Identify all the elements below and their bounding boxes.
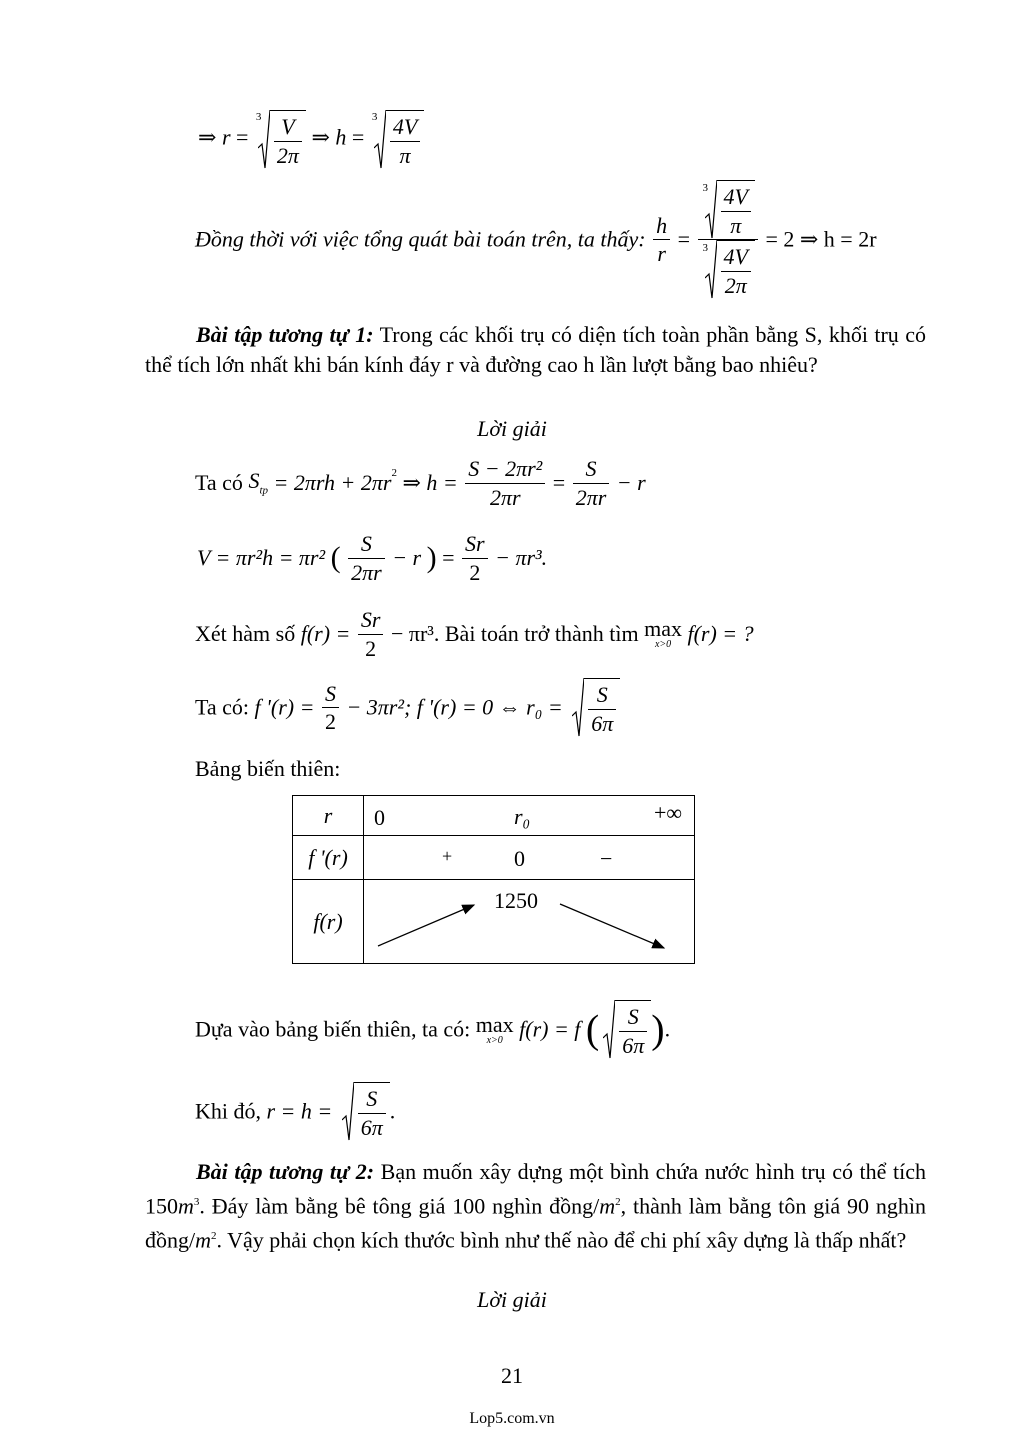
root-ratio xyxy=(698,180,758,299)
derivative: f '(r) = xyxy=(254,694,315,720)
radical-sign xyxy=(702,180,717,240)
fraction-numerator: h xyxy=(653,212,670,241)
max-operator: max xyxy=(644,616,682,641)
fraction-denominator: 2 xyxy=(469,559,481,585)
implies-symbol: ⇒ xyxy=(311,124,330,150)
fraction-denominator: 2 xyxy=(324,709,336,734)
period: . xyxy=(664,1016,671,1042)
exercise-body: Bạn muốn xây dựng một bình chứa nước hình trụ có thể tích 150 xyxy=(145,1159,926,1219)
radical-sign xyxy=(371,110,386,170)
exercise-2: Bài tập tương tự 2: Bạn muốn xây dựng một bình chứa nước hình trụ có thể tích $150m^3$. Đáy làm bằng bê tông giá 100 nghìn đồng/$m^2$, thành làm bằng tôn giá 90 nghìn đồng/$m^2$. Vậy phải chọn kích thước bình như thế nào để chi phí xây dựng là thấp nhất? xyxy=(145,1159,926,1253)
variation-table-label: Bảng biến thiên: xyxy=(195,756,341,781)
radical-sign xyxy=(603,1000,615,1060)
radical-sign xyxy=(342,1082,354,1142)
function: f(r) = xyxy=(300,621,351,646)
fraction-denominator: π xyxy=(399,142,411,168)
radical-sign xyxy=(572,678,584,738)
sign-plus: + xyxy=(442,846,453,866)
exercise-body: . Đáy làm bằng bê tông giá 100 nghìn đồng/ xyxy=(199,1193,600,1219)
expr: r = h = xyxy=(266,1098,333,1124)
table-header-function: f(r) xyxy=(293,880,364,964)
r-critical: r₀ xyxy=(514,804,531,829)
root-index: 3 xyxy=(371,111,378,123)
var-r: r xyxy=(221,124,231,150)
fraction-numerator: S xyxy=(358,1085,386,1114)
sign-minus: − xyxy=(600,846,613,871)
root-index: 3 xyxy=(255,111,262,123)
cube-root xyxy=(370,110,424,169)
max-operator: max xyxy=(475,1011,514,1037)
variation-arrows xyxy=(364,880,694,964)
max-condition: x>0 xyxy=(654,639,672,650)
fraction-numerator: S xyxy=(348,530,385,559)
r-start: 0 xyxy=(374,805,385,830)
square-root xyxy=(338,1082,390,1141)
exponent: 3 xyxy=(193,1196,200,1208)
fraction-numerator: 4V xyxy=(721,243,751,272)
fraction-denominator: π xyxy=(730,212,742,238)
table-header-r: r xyxy=(293,796,364,836)
fraction-denominator: 2π xyxy=(276,142,299,168)
exponent: 2 xyxy=(391,467,397,480)
exercise-title: Bài tập tương tự 1: xyxy=(196,322,374,347)
label: Dựa vào bảng biến thiên, ta có: xyxy=(195,1016,471,1042)
square-root xyxy=(599,1000,651,1059)
max-condition: x>0 xyxy=(486,1034,503,1046)
fraction-numerator: S xyxy=(322,680,339,709)
lhs: V = πr²h = πr² xyxy=(197,545,326,570)
fraction-numerator: S xyxy=(619,1003,647,1032)
formula-taco-1 xyxy=(195,455,646,511)
exercise-body: . Vậy phải chọn kích thước bình như thế nào để chi phí xây dựng là thấp nhất? xyxy=(216,1227,907,1253)
implies-symbol: ⇒ xyxy=(198,124,217,150)
equals: = xyxy=(351,124,365,150)
solution-heading: Lời giải xyxy=(477,416,547,441)
table-r-values xyxy=(364,796,695,836)
fraction-numerator: S − 2πr² xyxy=(465,455,545,484)
exercise-title: Bài tập tương tự 2: xyxy=(196,1159,375,1184)
formula-tail: = 2 ⇒ h = 2r xyxy=(765,226,877,252)
label: Ta có: xyxy=(195,694,250,720)
formula-khi-do xyxy=(195,1082,395,1141)
label: Ta có xyxy=(195,470,243,495)
cube-root xyxy=(701,180,755,239)
formula-line-1 xyxy=(198,110,424,169)
unit-m: m xyxy=(599,1193,616,1219)
subscript: tp xyxy=(259,484,268,497)
cube-root xyxy=(701,240,755,299)
formula-dua-vao: Dựa vào bảng biến thiên, ta có: max x>0 f(r) = f ( $\frac{S}{6\pi}$ ). xyxy=(195,1000,670,1059)
unit-m: m xyxy=(178,1193,194,1219)
fraction-numerator: S xyxy=(588,681,616,710)
function: f(r) = f xyxy=(519,1016,581,1042)
radical-sign xyxy=(255,110,270,170)
variation-table xyxy=(292,795,695,964)
fraction-numerator: S xyxy=(573,455,610,484)
expr: − r xyxy=(392,545,422,570)
label: Xét hàm số xyxy=(195,621,296,646)
fraction-numerator: V xyxy=(274,113,302,142)
var-h: h xyxy=(335,124,347,150)
r-infinity: +∞ xyxy=(654,800,683,825)
page-number: 21 xyxy=(501,1363,523,1388)
formula-tail: − r xyxy=(616,470,646,495)
fraction-numerator: Sr xyxy=(462,530,488,559)
fraction-numerator: Sr xyxy=(358,606,384,635)
decreasing-arrow xyxy=(560,904,664,948)
fraction-denominator: 2πr xyxy=(575,484,607,510)
unit-m: m xyxy=(195,1227,212,1253)
fraction-denominator: 2πr xyxy=(351,559,382,585)
formula-tail: − πr³. xyxy=(495,545,548,570)
period: . xyxy=(389,1098,396,1124)
equals: = xyxy=(236,124,249,150)
fraction-numerator: 4V xyxy=(390,113,420,142)
fraction-numerator: 4V xyxy=(721,183,751,212)
formula-xet xyxy=(195,606,754,662)
footer-site: Lop5.com.vn xyxy=(469,1410,555,1427)
table-header-derivative: f '(r) xyxy=(293,836,364,880)
equals: = xyxy=(442,545,455,570)
formula-tail: f(r) = ? xyxy=(687,621,754,646)
fraction-denominator: 6π xyxy=(622,1032,645,1058)
fraction-denominator: 2πr xyxy=(489,484,521,510)
exercise-body: , thành làm bằng tôn giá 90 nghìn đồng/ xyxy=(145,1193,926,1253)
cube-root xyxy=(254,110,306,169)
implies: ⇒ h = xyxy=(402,470,458,495)
derivative-zero: 0 xyxy=(514,846,525,871)
expr: = 2πrh + 2πr xyxy=(273,470,392,495)
fraction-denominator: r xyxy=(657,241,666,266)
exercise-body: Trong các khối trụ có diện tích toàn phần bằng S, khối trụ có thể tích lớn nhất khi bán kính đáy r và đường cao h lần lượt bằng bao nhiêu? xyxy=(145,322,926,377)
statement-text: Đồng thời với việc tổng quát bài toán trên, ta thấy: xyxy=(195,226,646,252)
formula-taco-2 xyxy=(195,678,620,737)
label: Khi đó, xyxy=(195,1098,261,1124)
formula-line-2: Đồng thời với việc tổng quát bài toán trên, ta thấy: $\frac{h}{r}$ = 3 $\frac{4V}{\pi}$ 3 $\frac{4V}{2\pi}$ = 2 ⇒ h = 2r xyxy=(195,180,877,299)
statement-text: − πr³. Bài toán trở thành tìm xyxy=(390,621,639,646)
max-value: 1250 xyxy=(494,888,538,913)
formula-volume: V = πr²h = πr² ( $\frac{S}{2\pi r}$ − r ) = $\frac{Sr}{2}$ − πr³. xyxy=(197,531,548,585)
fraction-denominator: 6π xyxy=(591,710,614,736)
table-function-variation xyxy=(364,880,695,964)
increasing-arrow xyxy=(378,905,474,946)
square-root xyxy=(568,678,620,737)
fraction-denominator: 2 xyxy=(365,635,377,661)
var-S: S xyxy=(248,467,260,493)
root-index: 3 xyxy=(702,242,709,254)
root-index: 3 xyxy=(702,182,709,194)
fraction-denominator: 2π xyxy=(724,272,747,298)
expr: − 3πr²; f '(r) = 0 ⇔ r₀ = xyxy=(346,694,563,720)
equals: = xyxy=(552,470,566,495)
solution-heading-2: Lời giải xyxy=(477,1287,547,1312)
exercise-1 xyxy=(145,320,926,380)
fraction-denominator: 6π xyxy=(360,1114,383,1140)
table-derivative-signs xyxy=(364,836,695,880)
radical-sign xyxy=(702,240,717,300)
